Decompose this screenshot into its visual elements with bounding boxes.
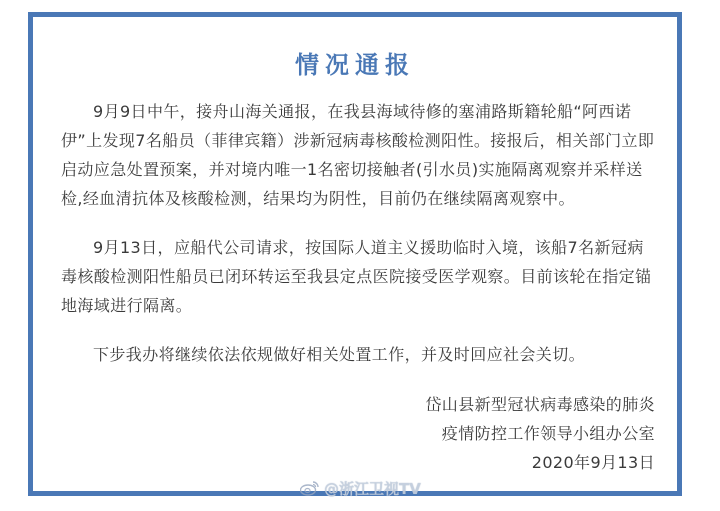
- paragraph-incident: 9月9日中午，接舟山海关通报，在我县海域待修的塞浦路斯籍轮船“阿西诺伊”上发现7名船员（菲律宾籍）涉新冠病毒核酸检测阳性。接报后，相关部门立即启动应急处置预案，并对境内唯一1名密切接触者(引水员)实施隔离观察并采样送检,经血清抗体及核酸检测，结果均为阴性，目前仍在继续隔离观察中。: [61, 102, 655, 208]
- watermark: [300, 477, 421, 499]
- signature-organization-line1: 岱山县新型冠状病毒感染的肺炎: [425, 395, 655, 414]
- signature-date: 2020年9月13日: [531, 453, 655, 472]
- weibo-icon: [300, 480, 320, 496]
- paragraph-transfer: 9月13日，应船代公司请求，按国际人道主义援助临时入境，该船7名新冠病毒核酸检测阳性船员已闭环转运至我县定点医院接受医学观察。目前该轮在指定锚地海域进行隔离。: [61, 238, 652, 315]
- paragraph-next-steps: 下步我办将继续依法依规做好相关处置工作，并及时回应社会关切。: [93, 345, 586, 364]
- notice-frame: [28, 12, 682, 496]
- notice-title: 情况通报: [295, 51, 415, 79]
- watermark-text: @浙江卫视TV: [324, 479, 421, 498]
- signature-organization-line2: 疫情防控工作领导小组办公室: [441, 424, 655, 443]
